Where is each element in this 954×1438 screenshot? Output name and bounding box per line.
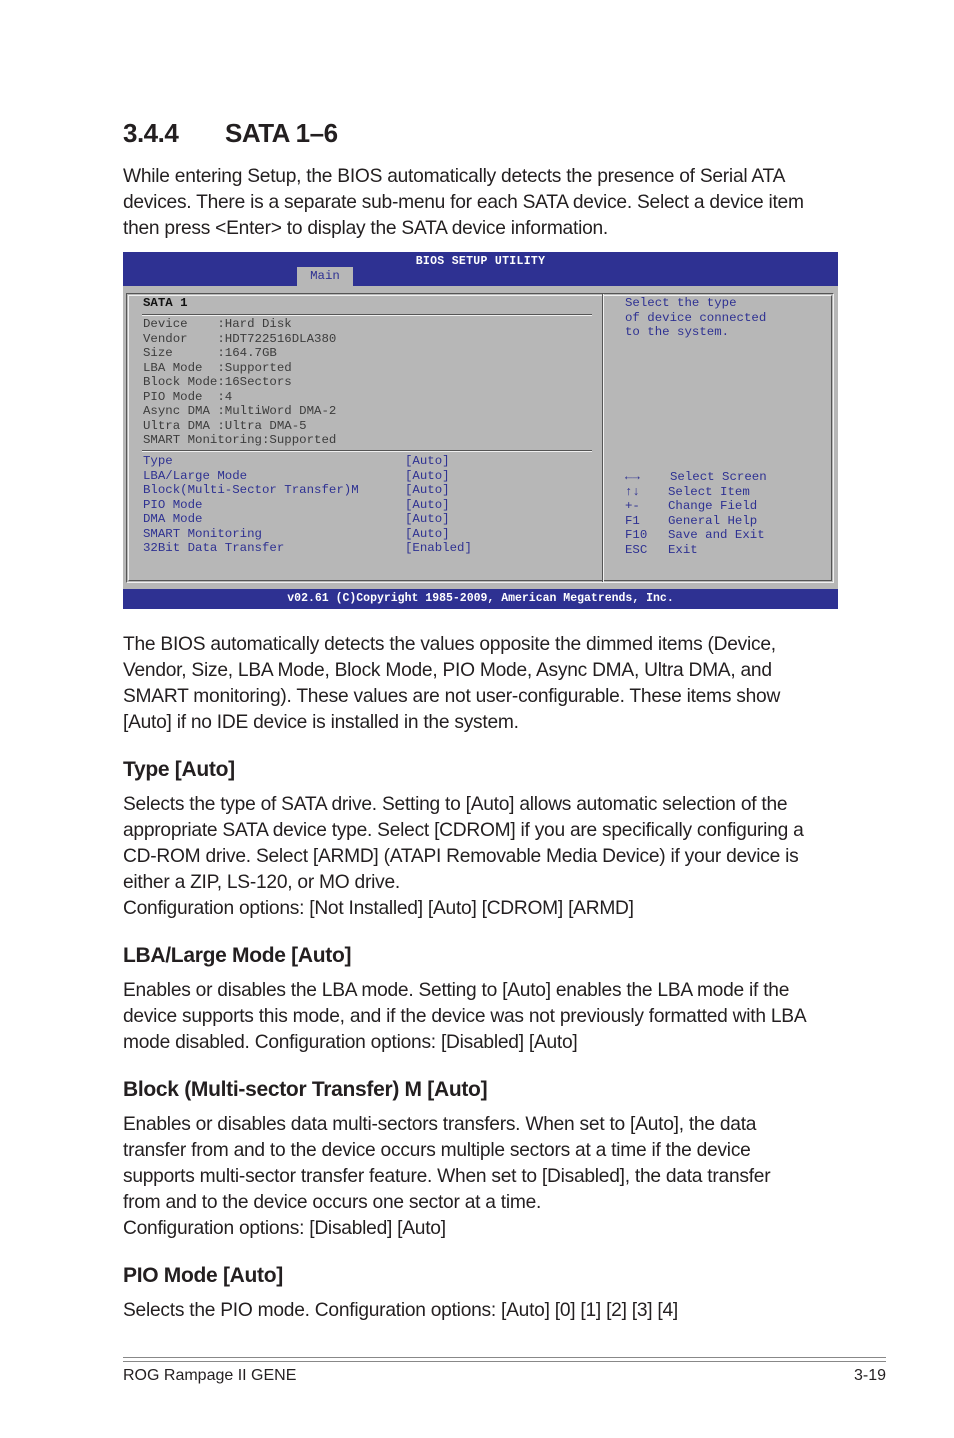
block-heading: Block (Multi-sector Transfer) M [Auto] (123, 1078, 488, 1101)
paragraph-line: Selects the type of SATA drive. Setting to [Auto] allows automatic selection of the (123, 794, 788, 815)
info-row: Size :164.7GB (143, 346, 277, 360)
key-plus-minus: +- (625, 499, 640, 513)
info-row: Block Mode:16Sectors (143, 375, 292, 389)
lba-heading: LBA/Large Mode [Auto] (123, 944, 352, 967)
paragraph-line: from and to the device occurs one sector at a time. (123, 1192, 542, 1213)
paragraph-line: supports multi-sector transfer feature. When set to [Disabled], the data transfer (123, 1166, 771, 1187)
option-dma-value[interactable]: [Auto] (405, 512, 450, 526)
option-smart-label[interactable]: SMART Monitoring (143, 526, 262, 541)
option-block-label[interactable]: Block(Multi-Sector Transfer)M (143, 483, 359, 497)
paragraph-line: Configuration options: [Disabled] [Auto] (123, 1218, 446, 1239)
paragraph-line: appropriate SATA device type. Select [CDROM] if you are specifically configuring a (123, 820, 804, 841)
info-row: Async DMA :MultiWord DMA-2 (143, 404, 337, 418)
key-f1: F1 (625, 513, 640, 528)
bios-title: BIOS SETUP UTILITY (415, 255, 546, 268)
paragraph-line: mode disabled. Configuration options: [Disabled] [Auto] (123, 1032, 578, 1053)
pio-heading: PIO Mode [Auto] (123, 1264, 283, 1287)
footer-product: ROG Rampage II GENE (123, 1367, 297, 1384)
paragraph-line: Selects the PIO mode. Configuration options: [Auto] [0] [1] [2] [3] [4] (123, 1300, 678, 1321)
option-block-value[interactable]: [Auto] (405, 483, 450, 497)
intro-line: While entering Setup, the BIOS automatically detects the presence of Serial ATA (123, 166, 786, 187)
paragraph-line: Enables or disables data multi-sectors transfers. When set to [Auto], the data (123, 1114, 757, 1135)
option-lba-value[interactable]: [Auto] (405, 468, 450, 483)
key-esc: ESC (625, 542, 648, 557)
option-type-label[interactable]: Type (143, 454, 173, 468)
paragraph-line: device supports this mode, and if the device was not previously formatted with LBA (123, 1006, 807, 1027)
bios-copyright: v02.61 (C)Copyright 1985-2009, American Megatrends, Inc. (287, 592, 674, 605)
type-heading: Type [Auto] (123, 758, 235, 781)
help-line: of device connected (625, 310, 767, 325)
info-row: PIO Mode :4 (143, 389, 233, 404)
paragraph-line: either a ZIP, LS-120, or MO drive. (123, 872, 400, 893)
lba-paragraph (123, 978, 843, 1056)
section-title (123, 118, 338, 149)
option-32bit-label[interactable]: 32Bit Data Transfer (143, 541, 285, 555)
info-row: SMART Monitoring:Supported (143, 433, 337, 447)
pio-paragraph (123, 1298, 843, 1324)
bios-screen (123, 252, 838, 609)
option-pio-label[interactable]: PIO Mode (143, 497, 203, 512)
option-pio-value[interactable]: [Auto] (405, 497, 450, 512)
option-dma-label[interactable]: DMA Mode (143, 512, 203, 526)
section-number: 3.4.4 (123, 118, 179, 148)
key-action: General Help (668, 513, 758, 528)
footer-page-number: 3-19 (853, 1367, 886, 1384)
paragraph-line: The BIOS automatically detects the values opposite the dimmed items (Device, (123, 634, 776, 655)
key-arrows-lr: ←→ (625, 470, 640, 484)
type-paragraph (123, 792, 843, 922)
key-action: Select Screen (670, 470, 767, 484)
option-32bit-value[interactable]: [Enabled] (405, 541, 472, 555)
paragraph-line: CD-ROM drive. Select [ARMD] (ATAPI Removable Media Device) if your device is (123, 846, 799, 867)
info-row: Ultra DMA :Ultra DMA-5 (143, 418, 307, 433)
bios-header-bar (123, 252, 838, 286)
help-line: to the system. (625, 325, 730, 339)
key-action: Change Field (668, 499, 758, 513)
panel-title: SATA 1 (143, 296, 188, 310)
key-action: Save and Exit (668, 528, 765, 542)
option-smart-value[interactable]: [Auto] (405, 526, 450, 541)
info-row: Device :Hard Disk (143, 317, 292, 331)
help-line: Select the type (625, 296, 737, 310)
key-action: Exit (668, 542, 698, 557)
section-name: SATA 1–6 (225, 118, 338, 148)
key-arrows-ud: ↑↓ (625, 484, 640, 499)
key-action: Select Item (668, 484, 750, 499)
info-row: Vendor :HDT722516DLA380 (143, 331, 337, 346)
tab-main[interactable]: Main (297, 267, 353, 286)
intro-line: devices. There is a separate sub-menu for each SATA device. Select a device item (123, 192, 804, 213)
intro-line: then press <Enter> to display the SATA device information. (123, 218, 609, 239)
after-bios-paragraph (123, 632, 843, 736)
bios-footer-bar (123, 589, 838, 609)
option-type-value[interactable]: [Auto] (405, 454, 450, 468)
paragraph-line: Vendor, Size, LBA Mode, Block Mode, PIO Mode, Async DMA, Ultra DMA, and (123, 660, 772, 681)
info-row: LBA Mode :Supported (143, 360, 292, 375)
paragraph-line: [Auto] if no IDE device is installed in the system. (123, 712, 519, 733)
paragraph-line: Enables or disables the LBA mode. Setting to [Auto] enables the LBA mode if the (123, 980, 790, 1001)
paragraph-line: Configuration options: [Not Installed] [Auto] [CDROM] [ARMD] (123, 898, 634, 919)
paragraph-line: transfer from and to the device occurs multiple sectors at a time if the device (123, 1140, 751, 1161)
block-paragraph (123, 1112, 843, 1242)
intro-paragraph (123, 164, 843, 242)
key-f10: F10 (625, 528, 648, 542)
paragraph-line: SMART monitoring). These values are not user-configurable. These items show (123, 686, 781, 707)
option-lba-label[interactable]: LBA/Large Mode (143, 468, 248, 483)
footer-rule (123, 1357, 886, 1362)
